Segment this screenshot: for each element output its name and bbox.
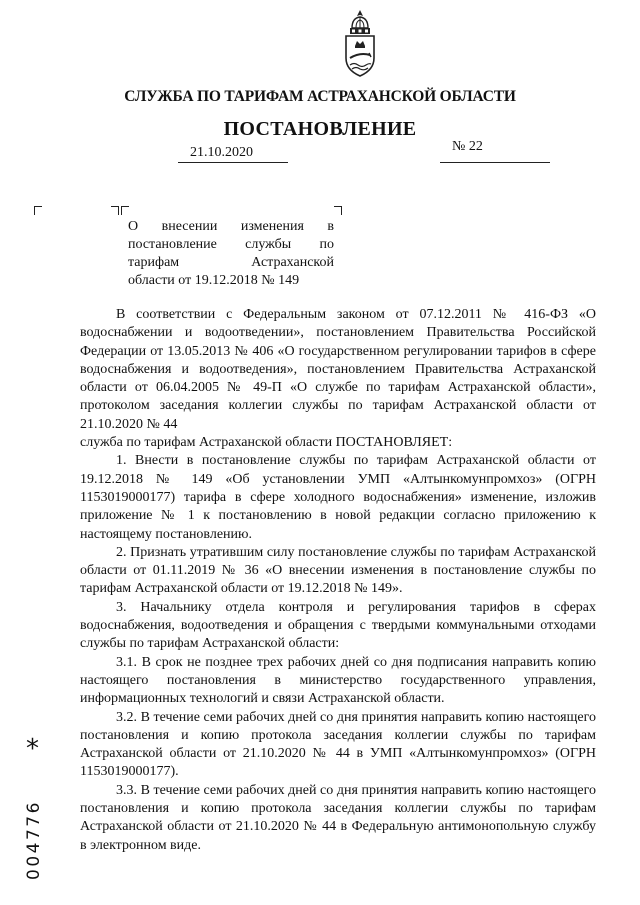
item-1-paragraph: 1. Внести в постановление службы по тарифам Астраханской области от 19.12.2018 № 149 «Об установлении УМП «Алтынкомунпромхоз» (ОГРН 1153019000177) тарифа в сфере холодного водоснабжения» изменение, изложив приложение № 1 к постановлению в новой редакции согласно приложению к настоящему постановлению. (80, 453, 596, 542)
document-number: № 22 (452, 139, 483, 154)
resolution-line: служба по тарифам Астраханской области ПОСТАНОВЛЯЕТ: (80, 435, 453, 451)
subject-line: области от 19.12.2018 № 149 (128, 273, 300, 288)
agency-name: СЛУЖБА ПО ТАРИФАМ АСТРАХАНСКОЙ ОБЛАСТИ (124, 88, 516, 105)
document-date: 21.10.2020 (190, 145, 253, 160)
subject-line: тарифам Астраханской (128, 255, 334, 270)
coat-of-arms-emblem (336, 8, 384, 80)
subject-line: О внесении изменения в (128, 219, 334, 234)
margin-serial-number (18, 752, 48, 882)
document-type-title: ПОСТАНОВЛЕНИЕ (223, 118, 417, 140)
item-3-2-paragraph: 3.2. В течение семи рабочих дней со дня принятия направить копию настоящего постановления и копию протокола заседания коллегии службы по тарифам Астраханской области от 21.10.2020 № 44 в УМП «Алтынкомунпромхоз» (ОГРН 1153019000177). (80, 709, 596, 780)
corner-mark (34, 206, 42, 215)
corner-mark (111, 206, 119, 215)
item-2-paragraph: 2. Признать утратившим силу постановление службы по тарифам Астраханской области от 01.11.2019 № 36 «О внесении изменения в постановление службы по тарифам Астраханской области от 19.12.2018 № 149». (80, 544, 596, 597)
number-underline (440, 162, 550, 163)
date-underline (178, 162, 288, 163)
serial-number-text: 004776 (24, 800, 44, 880)
subject-line: постановление службы по (128, 237, 334, 252)
document-body (80, 306, 596, 855)
corner-mark (121, 206, 129, 215)
corner-mark (334, 206, 342, 215)
preamble-paragraph: В соответствии с Федеральным законом от 07.12.2011 № 416-ФЗ «О водоснабжении и водоотведении», постановлением Правительства Российской Федерации от 13.05.2013 № 406 «О государственном регулировании тарифов в сфере водоснабжения и водоотведения», постановлением Правительства Астраханской области от 06.04.2005 № 49-П «О службе по тарифам Астраханской области», протоколом заседания коллегии службы по тарифам Астраханской области от 21.10.2020 № 44 (80, 307, 596, 432)
item-3-3-paragraph: 3.3. В течение семи рабочих дней со дня принятия направить копию настоящего постановления и копию протокола заседания коллегии службы по тарифам Астраханской области от 21.10.2020 № 44 в Федеральную антимонопольную службу в электронном виде. (80, 782, 596, 853)
subject-heading (128, 218, 334, 290)
item-3-paragraph: 3. Начальнику отдела контроля и регулирования тарифов в сферах водоснабжения, водоотведения и обращения с твердыми коммунальными отходами службы по тарифам Астраханской области: (80, 599, 596, 652)
margin-star-mark: * (26, 734, 39, 764)
item-3-1-paragraph: 3.1. В срок не позднее трех рабочих дней со дня подписания направить копию настоящего постановления в министерство государственного управления, информационных технологий и связи Астраханской области. (80, 654, 596, 707)
